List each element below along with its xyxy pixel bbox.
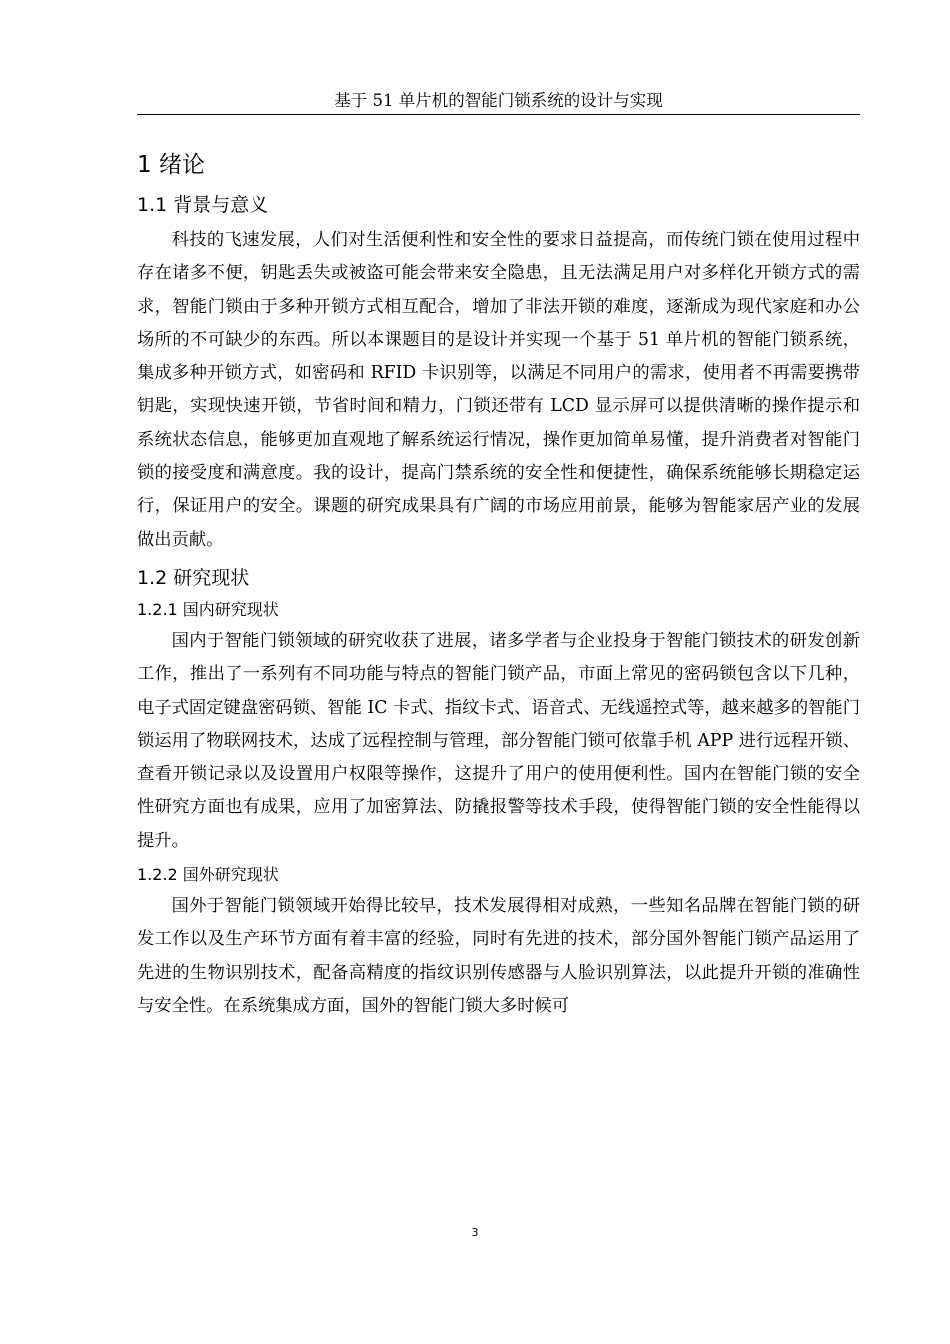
chapter-title: 1 绪论 xyxy=(137,152,205,178)
section-1-2-heading: 1.2 研究现状 xyxy=(137,566,250,589)
section-1-2-2-heading: 1.2.2 国外研究现状 xyxy=(137,865,279,885)
page-number: 3 xyxy=(471,1226,479,1239)
section-1-1-paragraph: 科技的飞速发展，人们对生活便利性和安全性的要求日益提高，而传统门锁在使用过程中存在诸多不便，钥匙丢失或被盗可能会带来安全隐患，且无法满足用户对多样化开锁方式的需求，智能门锁由于多种开锁方式相互配合，增加了非法开锁的难度，逐渐成为现代家庭和办公场所的不可缺少的东西。所以本课题目的是设计并实现一个基于 51 单片机的智能门锁系统，集成多种开锁方式，如密码和 RFID 卡识别等，以满足不同用户的需求，使用者不再需要携带钥匙，实现快速开锁，节省时间和精力，门锁还带有 LCD 显示屏可以提供清晰的操作提示和系统状态信息，能够更加直观地了解系统运行情况，操作更加简单易懂，提升消费者对智能门锁的接受度和满意度。我的设计，提高门禁系统的安全性和便捷性，确保系统能够长期稳定运行，保证用户的安全。课题的研究成果具有广阔的市场应用前景，能够为智能家居产业的发展做出贡献。 xyxy=(137,230,860,550)
page-content xyxy=(137,132,860,1023)
section-1-2-2-paragraph: 国外于智能门锁领域开始得比较早，技术发展得相对成熟，一些知名品牌在智能门锁的研发工作以及生产环节方面有着丰富的经验，同时有先进的技术，部分国外智能门锁产品运用了先进的生物识别技术，配备高精度的指纹识别传感器与人脸识别算法，以此提升开锁的准确性与安全性。在系统集成方面，国外的智能门锁大多时候可 xyxy=(137,896,860,1016)
section-1-2-1-paragraph: 国内于智能门锁领域的研究收获了进展，诸多学者与企业投身于智能门锁技术的研发创新工作，推出了一系列有不同功能与特点的智能门锁产品，市面上常见的密码锁包含以下几种，电子式固定键盘密码锁、智能 IC 卡式、指纹卡式、语音式、无线遥控式等，越来越多的智能门锁运用了物联网技术，达成了远程控制与管理，部分智能门锁可依靠手机 APP 进行远程开锁、查看开锁记录以及设置用户权限等操作，这提升了用户的使用便利性。国内在智能门锁的安全性研究方面也有成果，应用了加密算法、防撬报警等技术手段，使得智能门锁的安全性能得以提升。 xyxy=(137,630,860,851)
section-1-2-1-heading: 1.2.1 国内研究现状 xyxy=(137,599,279,619)
section-1-1-heading: 1.1 背景与意义 xyxy=(137,194,269,216)
running-header: 基于 51 单片机的智能门锁系统的设计与实现 xyxy=(137,90,860,115)
